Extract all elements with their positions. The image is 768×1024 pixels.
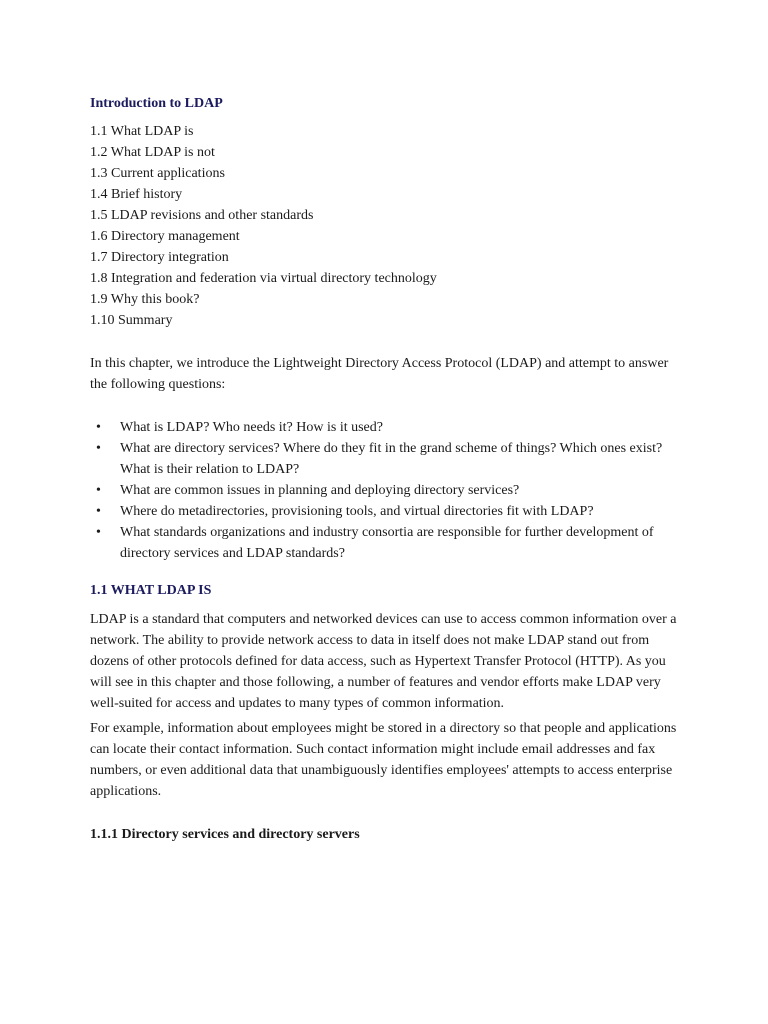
toc-item: 1.6 Directory management xyxy=(90,229,240,244)
chapter-title: Introduction to LDAP xyxy=(90,96,223,111)
bullet-icon: • xyxy=(96,420,101,435)
bullet-icon: • xyxy=(96,504,101,519)
questions-list xyxy=(90,417,680,564)
toc-item: 1.5 LDAP revisions and other standards xyxy=(90,208,314,223)
list-item xyxy=(90,480,680,501)
list-item xyxy=(90,417,680,438)
body-paragraph: LDAP is a standard that computers and networked devices can use to access common information over a network. The ability to provide network access to data in itself does not make LDAP stand out from dozens of other protocols defined for data access, such as Hypertext Transfer Protocol (HTTP). As you will see in this chapter and those following, a number of features and vendor efforts make LDAP very well-suited for access and updates to many types of common information. xyxy=(90,612,677,711)
list-item-text: What are directory services? Where do they fit in the grand scheme of things? Which ones exist? What is their relation to LDAP? xyxy=(120,441,663,477)
table-of-contents xyxy=(90,121,680,331)
toc-item: 1.8 Integration and federation via virtual directory technology xyxy=(90,271,437,286)
toc-item: 1.9 Why this book? xyxy=(90,292,200,307)
toc-item: 1.3 Current applications xyxy=(90,166,225,181)
toc-item: 1.10 Summary xyxy=(90,313,173,328)
list-item xyxy=(90,501,680,522)
subsection-heading: 1.1.1 Directory services and directory servers xyxy=(90,827,360,842)
list-item-text: What are common issues in planning and deploying directory services? xyxy=(120,483,520,498)
list-item-text: What is LDAP? Who needs it? How is it used? xyxy=(120,420,383,435)
list-item-text: What standards organizations and industry consortia are responsible for further development of directory services and LDAP standards? xyxy=(120,525,654,561)
bullet-icon: • xyxy=(96,483,101,498)
toc-item: 1.2 What LDAP is not xyxy=(90,145,215,160)
toc-item: 1.7 Directory integration xyxy=(90,250,229,265)
list-item xyxy=(90,438,680,480)
bullet-icon: • xyxy=(96,441,101,456)
body-paragraph: For example, information about employees might be stored in a directory so that people and applications can locate their contact information. Such contact information might include email addresses and fax numbers, or even additional data that unambiguously identifies employees' attempts to access enterprise applications. xyxy=(90,721,677,799)
bullet-icon: • xyxy=(96,525,101,540)
toc-item: 1.1 What LDAP is xyxy=(90,124,194,139)
list-item-text: Where do metadirectories, provisioning tools, and virtual directories fit with LDAP? xyxy=(120,504,594,519)
list-item xyxy=(90,522,680,564)
section-heading: 1.1 WHAT LDAP IS xyxy=(90,583,212,598)
intro-paragraph: In this chapter, we introduce the Lightweight Directory Access Protocol (LDAP) and attempt to answer the following questions: xyxy=(90,356,669,392)
toc-item: 1.4 Brief history xyxy=(90,187,183,202)
document-page xyxy=(90,93,680,845)
